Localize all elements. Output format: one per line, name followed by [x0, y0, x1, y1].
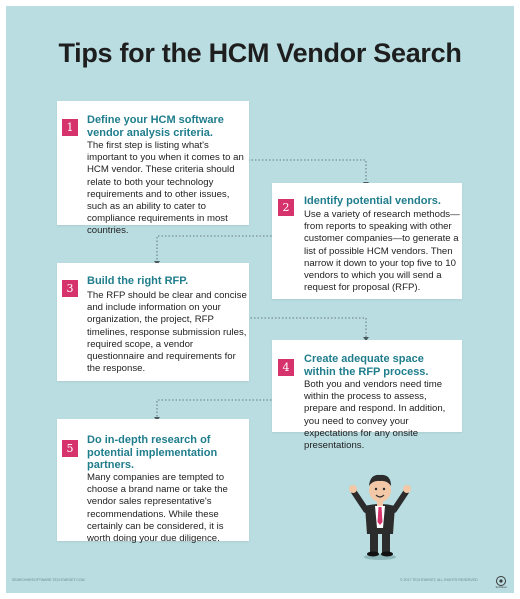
step-number-badge: 4: [278, 359, 294, 376]
footer-copyright: © 2017 TECHTARGET, ALL RIGHTS RESERVED: [400, 578, 478, 582]
step-heading: Build the right RFP.: [87, 275, 189, 287]
step-body: Many companies are tempted to choose a brand name or take the vendor sales representative's recommendations. While these certainly can be considered, it is worth doing your due diligence.: [87, 472, 228, 545]
footer-site: SEARCHHRSOFTWARE.TECHTARGET.COM: [12, 578, 85, 582]
cheering-businessman-icon: [340, 462, 420, 562]
step-heading: Identify potential vendors.: [304, 195, 441, 207]
step-body: The RFP should be clear and concise and include information on your organization, the project, RFP timelines, response submission rules, required scope, a vendor questionnaire and requirements for the response.: [87, 290, 247, 375]
step-body: Both you and vendors need time within the process to assess, prepare and respond. In addition, you need to convey your expectations for any onsite presentations.: [304, 379, 446, 452]
page-title: Tips for the HCM Vendor Search: [58, 38, 462, 68]
step-heading: Create adequate space within the RFP process.: [304, 353, 429, 378]
step-number-badge: 1: [62, 119, 78, 136]
step-number-badge: 2: [278, 199, 294, 216]
logo-wordmark: TechTarget: [495, 586, 507, 588]
techtarget-logo: [494, 576, 508, 588]
step-body: Use a variety of research methods—from reports to speaking with other customer companies—to generate a list of possible HCM vendors. Then narrow it down to your top five to 10 vendors to which you will send a request for proposal (RFP).: [304, 209, 460, 294]
step-number-badge: 5: [62, 440, 78, 457]
step-heading: Define your HCM software vendor analysis criteria.: [87, 114, 224, 139]
step-body: The first step is listing what's important to you when it comes to an HCM vendor. These criteria should relate to both your technology requirements and to other issues, such as an ability to cater to compliance requirements in most countries.: [87, 140, 244, 237]
step-number-badge: 3: [62, 280, 78, 297]
step-heading: Do in-depth research of potential implementation partners.: [87, 434, 218, 471]
